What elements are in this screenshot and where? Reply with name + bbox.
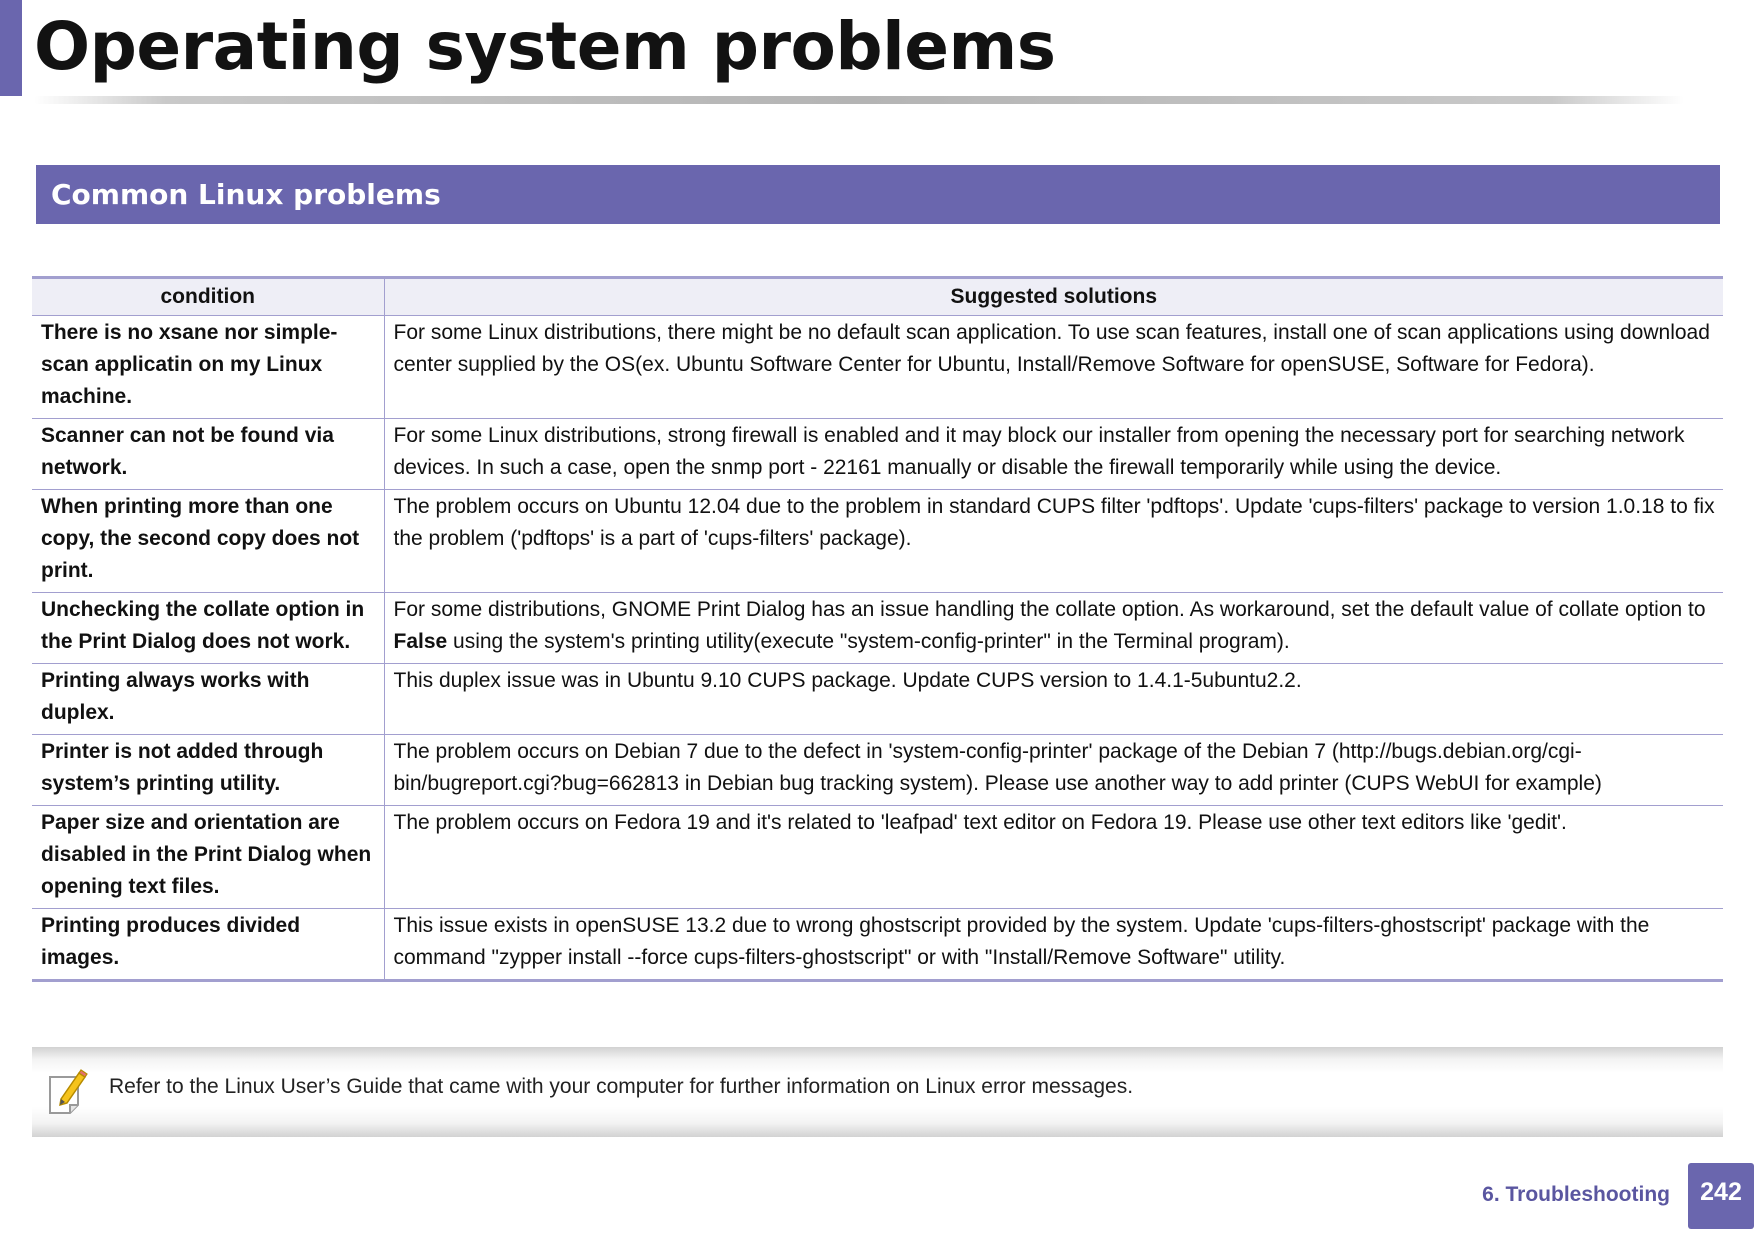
condition-cell: Printer is not added through system’s printing utility. — [41, 740, 324, 795]
note-box — [32, 1047, 1723, 1137]
table-row — [32, 593, 1723, 664]
linux-problems-table — [32, 276, 1723, 982]
solution-text: For some distributions, GNOME Print Dialog has an issue handling the collate option. As workaround, set the default value of collate option to — [393, 598, 1706, 621]
solution-cell — [384, 593, 1723, 664]
solution-cell: For some Linux distributions, strong firewall is enabled and it may block our installer from opening the necessary port for searching network devices. In such a case, open the snmp port - 22161 manually or disable the firewall temporarily while using the device. — [384, 419, 1723, 490]
table-row — [32, 909, 1723, 981]
section-heading — [36, 165, 1720, 224]
footer-chapter-label: 6. Troubleshooting — [1482, 1183, 1670, 1206]
page-title: Operating system problems — [34, 8, 1056, 85]
title-accent-bar — [0, 0, 22, 96]
column-header-condition: condition — [32, 278, 384, 316]
solution-cell: The problem occurs on Debian 7 due to the defect in 'system-config-printer' package of the Debian 7 (http://bugs.debian.org/cgi-bin/bugreport.cgi?bug=662813 in Debian bug tracking system). Please use another way to add printer (CUPS WebUI for example) — [384, 735, 1723, 806]
solution-text: using the system's printing utility(execute "system-config-printer" in the Terminal program). — [447, 630, 1290, 653]
solution-cell: For some Linux distributions, there might be no default scan application. To use scan features, install one of scan applications using download center supplied by the OS(ex. Ubuntu Software Center for Ubuntu, Install/Remove Software for openSUSE, Software for Fedora). — [384, 316, 1723, 419]
solution-cell: This duplex issue was in Ubuntu 9.10 CUPS package. Update CUPS version to 1.4.1-5ubuntu2.2. — [384, 664, 1723, 735]
solution-emphasis: False — [393, 630, 448, 653]
section-heading-text: Common Linux problems — [51, 178, 441, 211]
solution-cell: This issue exists in openSUSE 13.2 due to wrong ghostscript provided by the system. Update 'cups-filters-ghostscript' package with the command "zypper install --force cups-filters-ghostscript" or with "Install/Remove Software" utility. — [384, 909, 1723, 981]
condition-cell: Printing produces divided images. — [41, 914, 301, 969]
table-row — [32, 419, 1723, 490]
table-row — [32, 806, 1723, 909]
table-row — [32, 490, 1723, 593]
condition-cell: Paper size and orientation are disabled in the Print Dialog when opening text files. — [41, 811, 372, 898]
page-number-badge: 242 — [1688, 1163, 1754, 1229]
solution-cell: The problem occurs on Fedora 19 and it's related to 'leafpad' text editor on Fedora 19. Please use other text editors like 'gedit'. — [384, 806, 1723, 909]
note-pencil-icon — [46, 1069, 90, 1115]
condition-cell: When printing more than one copy, the second copy does not print. — [41, 495, 360, 582]
note-text: Refer to the Linux User’s Guide that came with your computer for further information on Linux error messages. — [109, 1075, 1134, 1098]
condition-cell: Unchecking the collate option in the Print Dialog does not work. — [41, 598, 365, 653]
table-row — [32, 316, 1723, 419]
condition-cell: There is no xsane nor simple-scan applicatin on my Linux machine. — [41, 321, 338, 408]
condition-cell: Printing always works with duplex. — [41, 669, 310, 724]
table-row — [32, 735, 1723, 806]
column-header-solutions: Suggested solutions — [384, 278, 1723, 316]
title-underline — [34, 96, 1684, 104]
table-header-row — [32, 278, 1723, 316]
solution-cell: The problem occurs on Ubuntu 12.04 due to the problem in standard CUPS filter 'pdftops'. Update 'cups-filters' package to version 1.0.18 to fix the problem ('pdftops' is a part of 'cups-filters' package). — [384, 490, 1723, 593]
condition-cell: Scanner can not be found via network. — [41, 424, 334, 479]
table-row — [32, 664, 1723, 735]
